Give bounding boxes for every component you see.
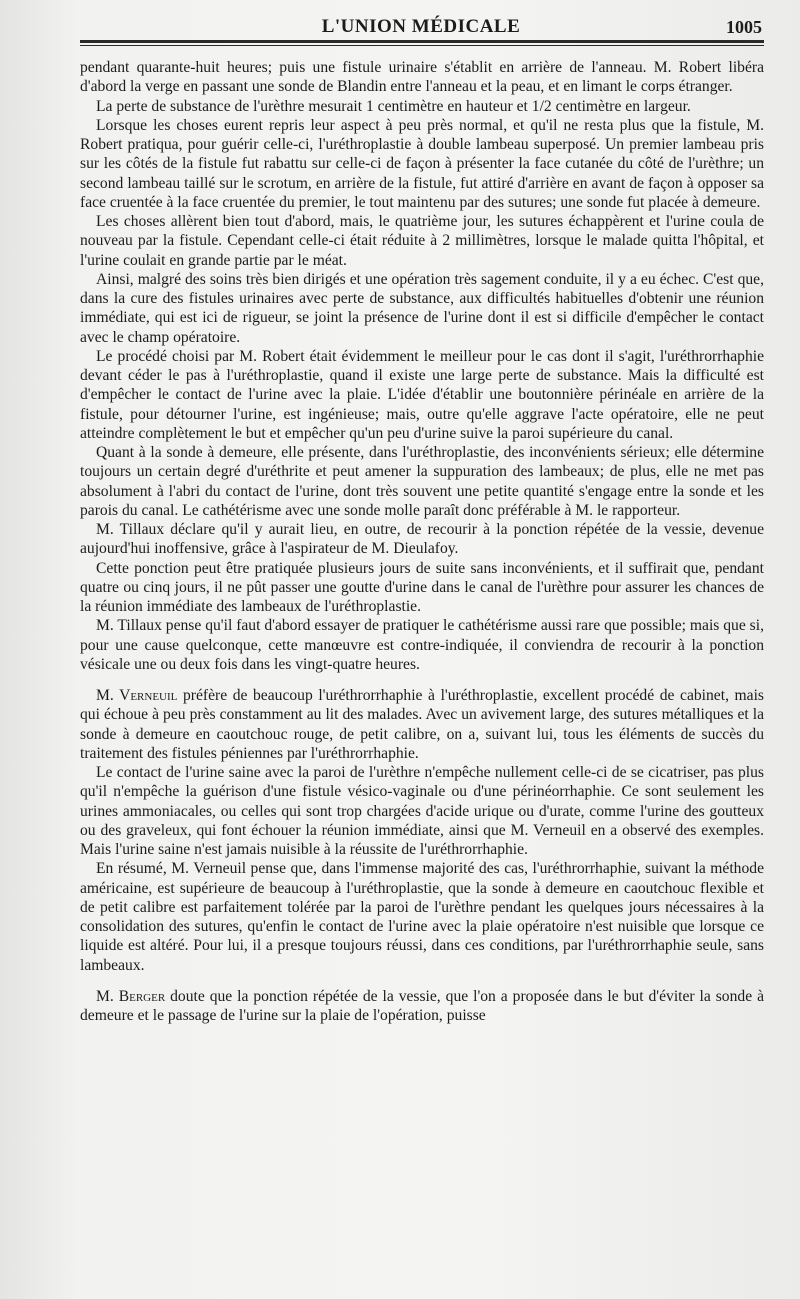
paragraph-14: [80, 987, 764, 1026]
paragraph-11: [80, 686, 764, 763]
header-rule: [80, 40, 764, 46]
paragraph-10: M. Tillaux pense qu'il faut d'abord essayer de pratiquer le cathétérisme aussi rare que possible; mais que si, pour une cause quelconque, cette manœuvre est contre-indiquée, il conviendra de recourir à la ponction vésicale une ou deux fois dans les vingt-quatre heures.: [80, 617, 764, 673]
section-gap: [80, 674, 764, 686]
paragraph-13: En résumé, M. Verneuil pense que, dans l'immense majorité des cas, l'uréthrorrhaphie, suivant la méthode américaine, est supérieure de beaucoup à l'uréthroplastie, que la sonde à demeure en caoutchouc flexible et de petit calibre est parfaitement tolérée par la paroi de l'urèthre pendant les quelques jours nécessaires à la consolidation des sutures, qu'enfin le contact de l'urine avec la plaie opératoire n'est nuisible que lorsque ce liquide est altéré. Pour lui, il a presque toujours réussi, dans ces conditions, par l'uréthrorrhaphie seule, sans lambeaux.: [80, 860, 764, 974]
paragraph-1: pendant quarante-huit heures; puis une fistule urinaire s'établit en arrière de l'anneau. M. Robert libéra d'abord la verge en passant une sonde de Blandin entre l'anneau et la peau, et en limant le corps étranger.: [80, 59, 764, 96]
paragraph-11-text: préfère de beaucoup l'uréthrorrhaphie à l'uréthroplastie, excellent procédé de cabinet, mais qui échoue à peu près constamment au lit des malades. Avec un avivement large, des sutures métalliques et la sonde à demeure en caoutchouc rouge, de petit calibre, on a, suivant lui, tous les éléments de succès du traitement des fistules péniennes par l'uréthrorrhaphie.: [80, 687, 765, 762]
running-title: L'UNION MÉDICALE: [321, 16, 521, 37]
speaker-name: M. Verneuil: [96, 687, 178, 704]
paragraph-9: Cette ponction peut être pratiquée plusieurs jours de suite sans inconvénients, et il suffirait que, pendant quatre ou cinq jours, il ne pût passer une goutte d'urine dans le canal de l'urèthre pour assurer les chances de la réunion immédiate des lambeaux de l'uréthroplastie.: [80, 559, 764, 615]
page-number: 1005: [726, 17, 762, 37]
speaker-name: M. Berger: [96, 987, 166, 1005]
paragraph-3: Lorsque les choses eurent repris leur aspect à peu près normal, et qu'il ne resta plus que la fistule, M. Robert pratiqua, pour guérir celle-ci, l'uréthroplastie à double lambeau superposé. Un premier lambeau pris sur les côtés de la fistule fut rabattu sur celle-ci de façon à présenter la face cutanée du côté de l'urèthre; un second lambeau taillé sur le scrotum, en arrière de la fistule, fut attiré d'arrière en avant de façon à opposer sa face cruentée à la face cruentée du premier, le tout maintenu par des sutures; une sonde fut placée à demeure.: [80, 116, 764, 211]
page-header: [80, 14, 762, 42]
paragraph-12: Le contact de l'urine saine avec la paroi de l'urèthre n'empêche nullement celle-ci de se cicatriser, pas plus qu'il n'empêche la guérison d'une fistule vésico-vaginale ou d'une périnéorrhaphie. Ce sont seulement les urines ammoniacales, ou celles qui sont trop chargées d'acide urique ou d'urate, comme l'urine des goutteux ou des graveleux, qui font échouer la réunion immédiate, ainsi que M. Verneuil en a observé des exemples. Mais l'urine saine n'est jamais nuisible à la réussite de l'uréthrorrhaphie.: [80, 764, 764, 858]
paragraph-4: Les choses allèrent bien tout d'abord, mais, le quatrième jour, les sutures échappèrent et l'urine coula de nouveau par la fistule. Cependant celle-ci était réduite à 2 millimètres, lorsque le malade quitta l'hôpital, et l'urine coulait en grande partie par le méat.: [80, 213, 764, 269]
paragraph-14-text: doute que la ponction répétée de la vessie, que l'on a proposée dans le but d'éviter la sonde à demeure et le passage de l'urine sur la plaie de l'opération, puisse: [80, 987, 764, 1024]
section-gap: [80, 975, 764, 987]
paragraph-2: La perte de substance de l'urèthre mesurait 1 centimètre en hauteur et 1/2 centimètre en largeur.: [96, 97, 691, 115]
paragraph-6: Le procédé choisi par M. Robert était évidemment le meilleur pour le cas dont il s'agit, l'uréthrorrhaphie devant céder le pas à l'uréthroplastie, quand il existe une large perte de substance. Mais la difficulté est d'empêcher le contact de l'urine avec la plaie. L'idée d'établir une boutonnière périnéale en arrière de la fistule, pour détourner l'urine, est ingénieuse; mais, outre qu'elle aggrave l'acte opératoire, elle ne peut atteindre complètement le but et empêcher qu'un peu d'urine suive la paroi supérieure du canal.: [80, 347, 764, 442]
article-body: [80, 58, 764, 1025]
paragraph-8: M. Tillaux déclare qu'il y aurait lieu, en outre, de recourir à la ponction répétée de la vessie, devenue aujourd'hui inoffensive, grâce à l'aspirateur de M. Dieulafoy.: [80, 521, 764, 558]
paragraph-5: Ainsi, malgré des soins très bien dirigés et une opération très sagement conduite, il y a eu échec. C'est que, dans la cure des fistules urinaires avec perte de substance, aux difficultés habituelles d'obtenir une réunion immédiate, qui est ici de rigueur, se joint la présence de l'urine dont il est si difficile d'empêcher le contact avec le champ opératoire.: [80, 270, 764, 346]
paragraph-7: Quant à la sonde à demeure, elle présente, dans l'uréthroplastie, des inconvénients sérieux; elle détermine toujours un certain degré d'uréthrite et peut amener la suppuration des lambeaux; de plus, elle ne met pas absolument à l'abri du contact de l'urine, dont très souvent une petite quantité s'engage entre la sonde et les parois du canal. Le cathétérisme avec une sonde molle paraît donc préférable à M. le rapporteur.: [80, 444, 764, 519]
